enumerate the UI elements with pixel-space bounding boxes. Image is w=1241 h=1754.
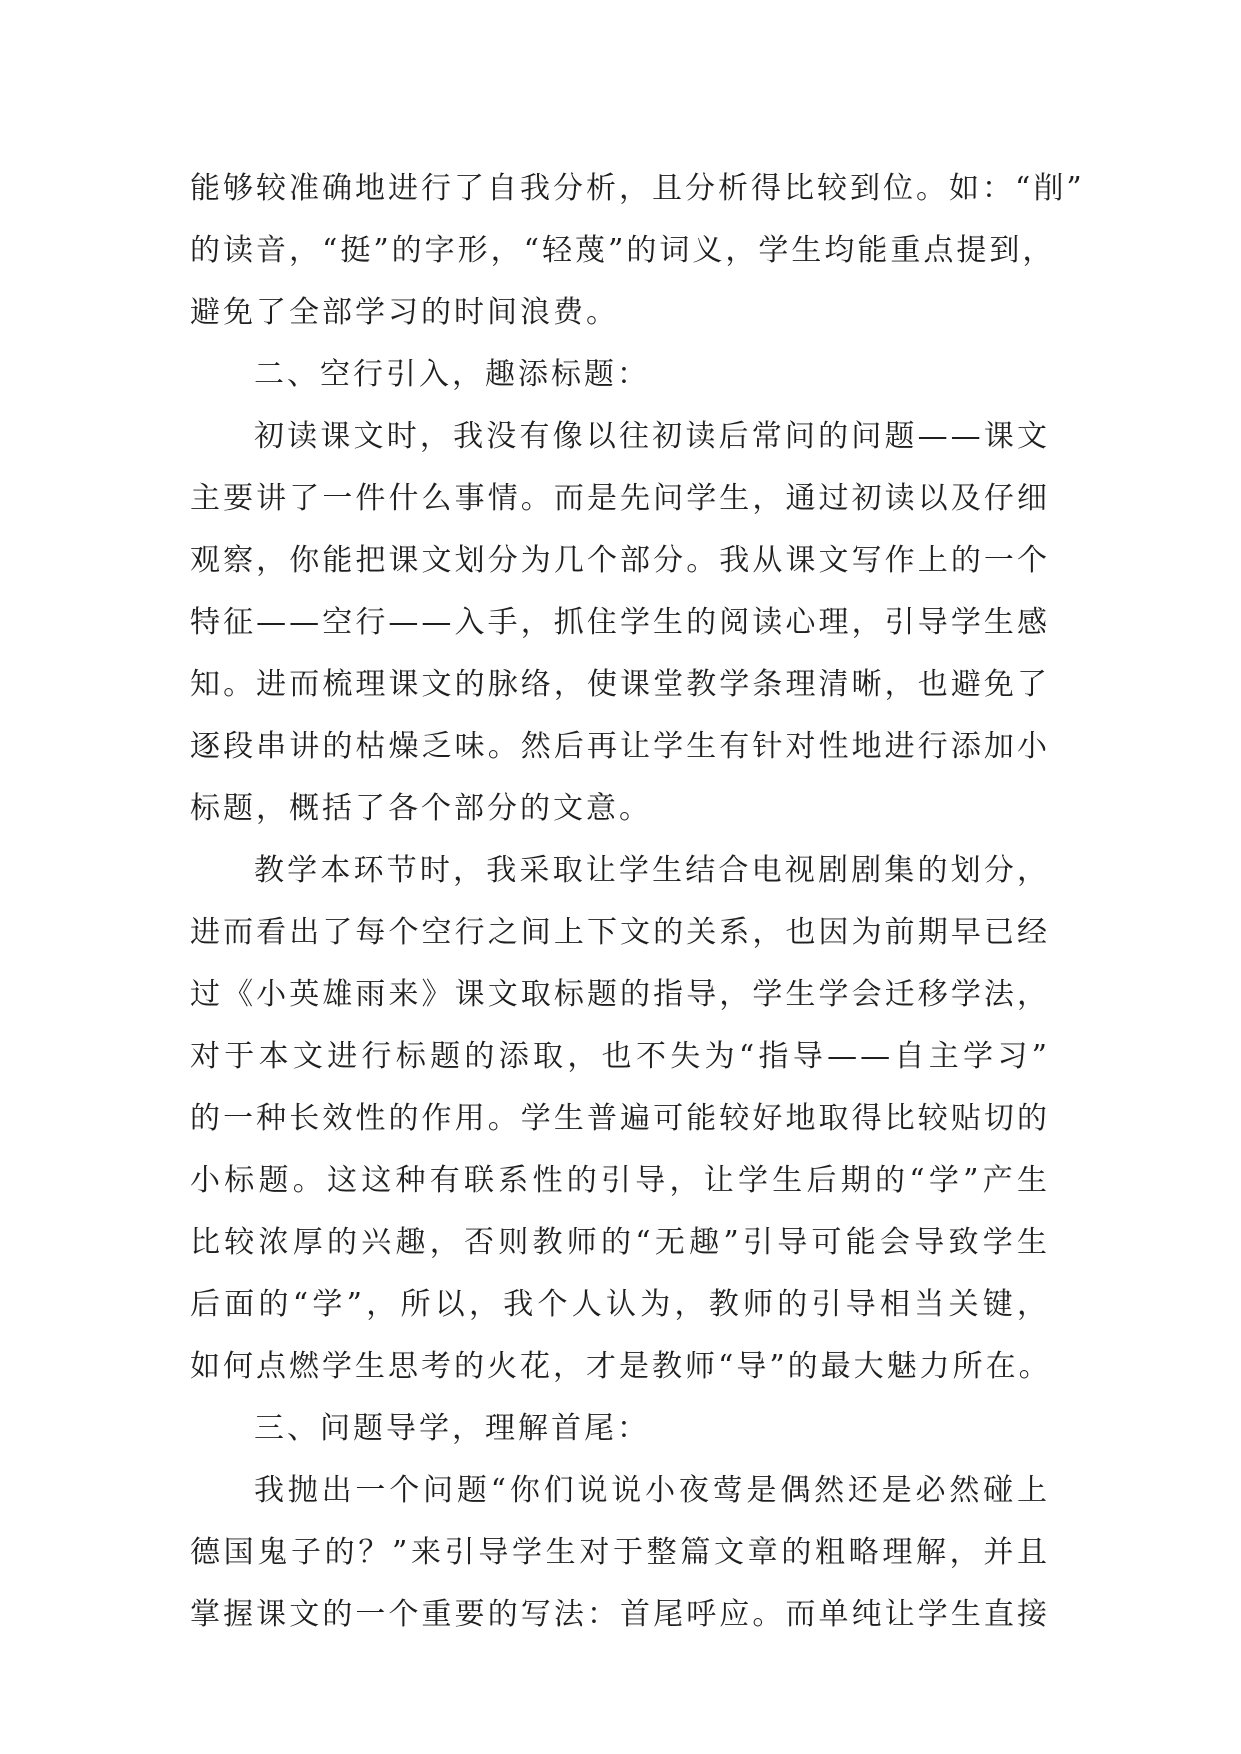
text-line: 知。进而梳理课文的脉络，使课堂教学条理清晰，也避免了 (190, 667, 1050, 702)
text-line: 教学本环节时，我采取让学生结合电视剧剧集的划分， (254, 853, 1050, 888)
text-line: 逐段串讲的枯燥乏味。然后再让学生有针对性地进行添加小 (190, 729, 1050, 764)
text-line: 的一种长效性的作用。学生普遍可能较好地取得比较贴切的 (190, 1101, 1050, 1136)
text-line: 进而看出了每个空行之间上下文的关系，也因为前期早已经 (190, 915, 1050, 950)
text-line: 如何点燃学生思考的火花，才是教师“导”的最大魅力所在。 (190, 1349, 1052, 1384)
section-heading: 三、问题导学，理解首尾： (254, 1411, 650, 1446)
text-line: 标题，概括了各个部分的文意。 (190, 791, 652, 826)
text-line: 小标题。这这种有联系性的引导，让学生后期的“学”产生 (190, 1163, 1050, 1198)
text-line: 掌握课文的一个重要的写法：首尾呼应。而单纯让学生直接 (190, 1597, 1050, 1632)
text-line: 后面的“学”，所以，我个人认为，教师的引导相当关键， (190, 1287, 1050, 1322)
text-line: 初读课文时，我没有像以往初读后常问的问题——课文 (254, 419, 1050, 454)
text-line: 过《小英雄雨来》课文取标题的指导，学生学会迁移学法， (190, 977, 1050, 1012)
text-line: 主要讲了一件什么事情。而是先问学生，通过初读以及仔细 (190, 481, 1050, 516)
text-line: 特征——空行——入手，抓住学生的阅读心理，引导学生感 (190, 605, 1050, 640)
section-heading: 二、空行引入，趣添标题： (254, 357, 650, 392)
text-line: 比较浓厚的兴趣，否则教师的“无趣”引导可能会导致学生 (190, 1225, 1050, 1260)
text-line: 德国鬼子的？”来引导学生对于整篇文章的粗略理解，并且 (190, 1535, 1050, 1570)
text-line: 对于本文进行标题的添取，也不失为“指导——自主学习” (190, 1039, 1050, 1074)
text-line: 能够较准确地进行了自我分析，且分析得比较到位。如：“削” (190, 171, 1085, 206)
text-line: 避免了全部学习的时间浪费。 (190, 295, 619, 330)
text-line: 观察，你能把课文划分为几个部分。我从课文写作上的一个 (190, 543, 1050, 578)
body-text (190, 158, 1085, 1646)
text-line: 我抛出一个问题“你们说说小夜莺是偶然还是必然碰上 (254, 1473, 1050, 1508)
text-line: 的读音，“挺”的字形，“轻蔑”的词义，学生均能重点提到， (190, 233, 1056, 268)
